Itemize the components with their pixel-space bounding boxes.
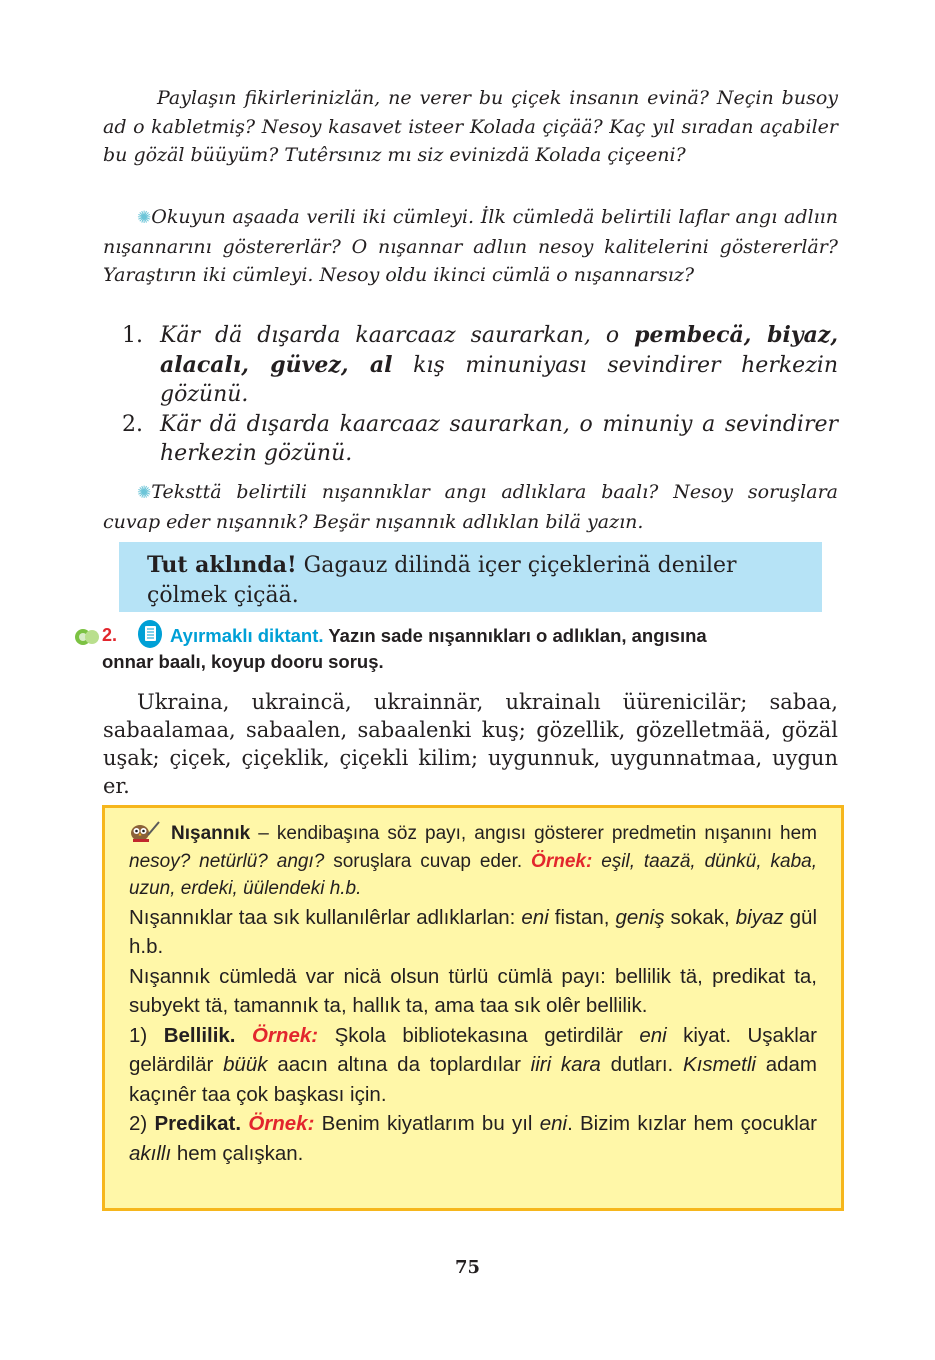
book-icon [137,619,163,649]
page-number: 75 [454,1257,481,1278]
rule-examples: eşil, taazä, dünkü, kaba, uzun, erdeki, üülendeki h.b. [129,850,818,899]
task-2 [74,622,838,675]
rule-text: . Bizim kızlar hem çocuklar [567,1112,817,1135]
rule-item-title: Predikat. [154,1112,242,1135]
rule-text: aacın altına da toplardılar [267,1053,531,1076]
rule-italic: büük [223,1053,268,1076]
rule-italic: akıllı [129,1141,172,1165]
task-instruction [170,622,838,649]
rule-italic: eni [639,1023,667,1047]
rule-text: – kendibaşına söz payı, angısı gösterer predmetin nışanını hem [250,823,817,844]
remember-box [119,542,822,612]
task-instruction-line2: onnar baalı, koyup dooru soruş. [102,651,384,672]
sentence-bold-adjectives: pembecä, biyaz, alacalı, güvez, al [160,322,838,378]
rule-item-number: 2) [129,1112,155,1135]
rule-italic: eni [539,1112,568,1135]
task-number: 2. [102,625,118,645]
rule-italic: eni [521,905,549,929]
rule-predikat [129,1109,817,1168]
paragraph-instruction-text: Okuyun aşaada verili iki cümleyi. İlk cümledä belirtili laflar angı adlıın nışannarını göstererlär? O nışannar adlıın nesoy kalitelerini göstererlär? Yaraştırın iki cümleyi. Nesoy oldu ikinci cümlä o nışannarsız? [103,206,838,286]
green-circles-icon [74,628,100,646]
rule-definition [129,820,817,903]
rule-italic: geniş [615,905,665,929]
remember-label: Tut aklında! [147,552,297,578]
asterisk-flower-icon: ✺ [137,483,152,503]
paragraph-task [103,478,838,536]
example-label: Örnek: [531,850,593,872]
rule-text: hem çalışkan. [171,1141,304,1165]
rule-italic: iiri kara [530,1053,601,1076]
dictation-words [103,688,838,800]
sentence-number: 2. [122,411,143,437]
rule-text: soruşlara cuvap eder. [324,850,532,872]
example-label: Örnek: [252,1023,319,1047]
rule-text: dutları. [600,1053,684,1076]
sentence-1 [122,321,838,410]
rule-item-title: Bellilik. [163,1023,236,1047]
sentence-number: 1. [122,323,143,348]
dictation-words-text: Ukraina, ukraincä, ukrainnär, ukrainalı üürenicilär; sabaa, sabaalamaa, sabaalen, sabaalenki kuş; gözellik, gözelletmää, gözäl uşak; çiçek, çiçeklik, çiçekli kilim; uygunnuk, uygunnatmaa, uygun er. [103,690,838,798]
paragraph-discussion-text: Paylaşın fikirlerinizlän, ne verer bu çiçek insanın evinä? Neçin busoy ad o kabletmiş? Nesoy kasavet isteer Kolada çiçää? Kaç yıl sıradan açabiler bu gözäl büüyüm? Tutêrsınız mı siz evinizdä Kolada çiçeeni? [103,87,838,166]
rule-text: gül h.b. [129,905,817,958]
task-title: Ayırmaklı diktant. [170,625,324,646]
sentence-list [122,321,838,469]
paragraph-task-text: Teksttä belirtili nışannıklar angı adlıklara baalı? Nesoy soruşlara cuvap eder nışannık? Beşär nışannık adlıklan bilä yazın. [103,481,838,533]
rule-italic: biyaz [735,905,784,929]
rule-usage [129,903,817,962]
rule-text: kiyat. Uşaklar gelärdilär [129,1023,817,1076]
paragraph-instruction [103,203,838,290]
rule-questions: nesoy? netürlü? angı? [129,850,325,872]
sentence-text: Kär dä dışarda kaarcaaz saurarkan, o [160,323,635,348]
rule-term: Nışannık [171,823,251,844]
rule-box [102,805,844,1211]
remember-text: Gagauz dilindä içer çiçeklerinä deniler çölmek çiçää. [147,553,737,608]
paragraph-discussion [103,84,838,170]
sentence-text: Kär dä dışarda kaarcaaz saurarkan, o minuniy a sevindirer herkezin gözünü. [160,411,838,466]
rule-text: Şkola bibliotekasına getirdilär [318,1023,640,1047]
asterisk-flower-icon: ✺ [137,208,152,228]
owl-icon [129,820,161,842]
rule-text: Benim kiyatlarım bu yıl [314,1112,540,1135]
rule-bellilik [129,1021,817,1110]
rule-text: Nışannıklar taa sık kullanılêrlar adlıklarlan: [129,905,522,929]
rule-item-number: 1) [129,1023,164,1047]
rule-function: Nışannık cümledä var nicä olsun türlü cümlä payı: bellilik tä, predikat ta, subyekt tä, tamannık ta, hallık ta, ama taa sık olêr bellilik. [129,964,817,1017]
example-label: Örnek: [248,1112,315,1135]
rule-text: sokak, [664,905,736,929]
sentence-2 [122,410,838,469]
sentence-text: kış minuniyası sevindirer herkezin gözünü. [160,352,838,407]
task-instruction-text: Yazın sade nışannıkları o adlıklan, angısına [323,625,707,646]
rule-text: adam kaçınêr taa çok başkası için. [129,1053,817,1106]
rule-italic: Kısmetli [683,1053,756,1076]
rule-text: fistan, [548,905,616,929]
